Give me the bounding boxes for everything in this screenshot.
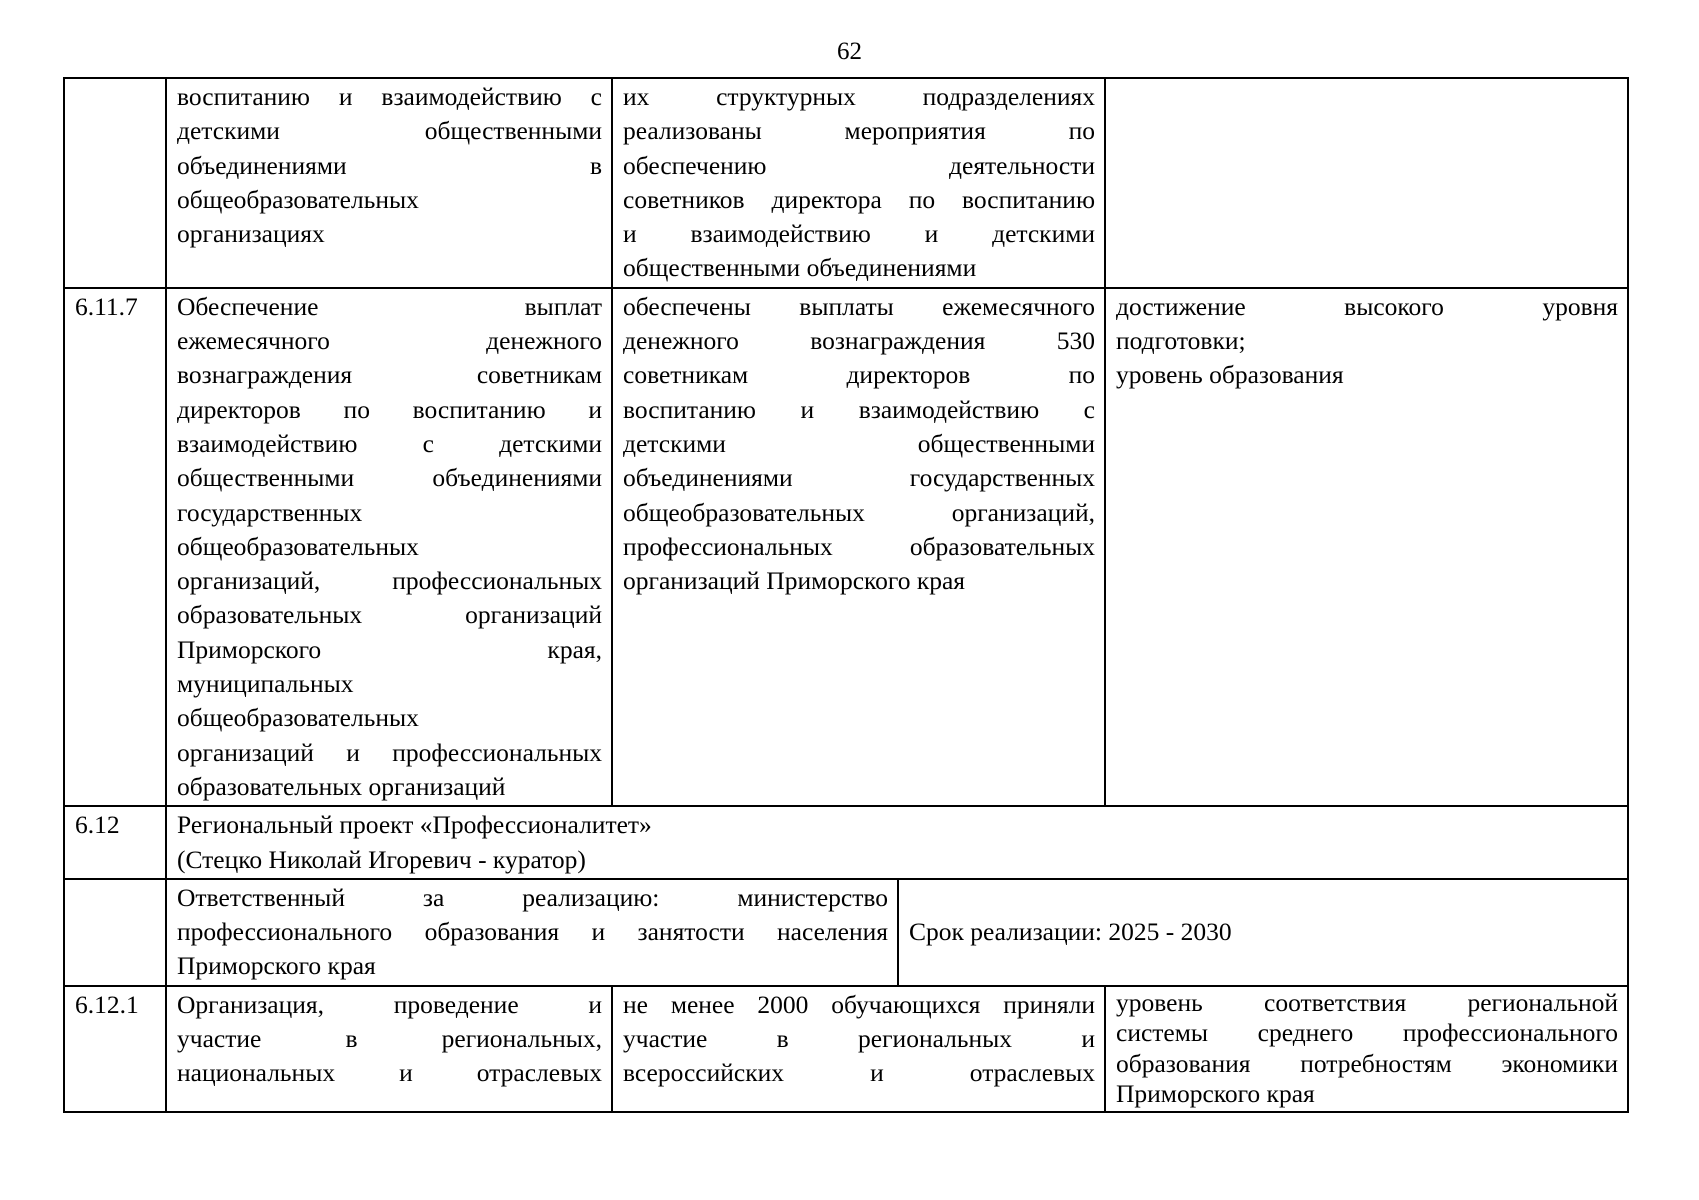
text-line: Приморского края: [177, 951, 376, 981]
text-line: профессиональных образовательных: [623, 531, 1095, 561]
result-cell: [612, 78, 1105, 288]
text-line: советникам директоров по: [623, 360, 1095, 390]
text-line: участие в региональных и: [623, 1024, 1095, 1054]
measure-name-cell: [166, 78, 612, 288]
indicator-cell: [1105, 78, 1628, 288]
text-line: взаимодействию с детскими: [177, 428, 602, 458]
text-line: ежемесячного денежного: [177, 326, 602, 356]
text-line: реализованы мероприятия по: [623, 116, 1095, 146]
text-line: национальных и отраслевых: [177, 1058, 602, 1088]
page-number: 62: [837, 38, 862, 65]
row-number-cell: [64, 78, 166, 288]
text-line: общественными объединениями: [177, 463, 602, 493]
text-line: организаций Приморского края: [623, 566, 966, 596]
text-line: вознаграждения советникам: [177, 360, 602, 390]
responsible-term-table: [167, 880, 1629, 985]
responsible-cell: [167, 880, 898, 985]
text-line: образовательных организаций: [177, 600, 602, 630]
text-line: не менее 2000 обучающихся приняли: [623, 989, 1095, 1019]
text-line: Организация, проведение и: [177, 989, 602, 1019]
text-line: уровень образования: [1116, 360, 1344, 390]
text-line: объединениями государственных: [623, 463, 1095, 493]
table-row-continuation: [64, 78, 1628, 288]
measures-table: [63, 77, 1629, 1113]
text-line: организациях: [177, 219, 325, 249]
responsible-term-cell: [166, 879, 1628, 986]
text-line: уровень соответствия региональной: [1116, 987, 1618, 1017]
text-line: организаций, профессиональных: [177, 566, 602, 596]
text-line: воспитанию и взаимодействию с: [623, 394, 1095, 424]
text-line: их структурных подразделениях: [623, 82, 1095, 111]
text-line: организаций и профессиональных: [177, 737, 602, 767]
measure-name-cell: [166, 288, 612, 806]
text-line: подготовки;: [1116, 326, 1246, 356]
row-number-cell: 6.11.7: [64, 288, 166, 806]
text-line: обеспечению деятельности: [623, 150, 1095, 180]
measure-name-cell: [166, 986, 612, 1112]
table-row-responsible: [64, 879, 1628, 986]
text-line: государственных: [177, 497, 363, 527]
row-number-cell: 6.12: [64, 806, 166, 879]
text-line: детскими общественными: [177, 116, 602, 146]
result-cell: [612, 288, 1105, 806]
text-line: образования потребностям экономики: [1116, 1048, 1618, 1078]
text-line: детскими общественными: [623, 428, 1095, 458]
text-line: общеобразовательных: [177, 531, 419, 561]
text-line: Приморского края: [1116, 1079, 1315, 1109]
result-cell: [612, 986, 1105, 1112]
text-line: участие в региональных,: [177, 1024, 602, 1054]
project-title-cell: [166, 806, 1628, 879]
text-line: денежного вознаграждения 530: [623, 326, 1095, 356]
text-line: образовательных организаций: [177, 771, 506, 801]
text-line: общеобразовательных: [177, 703, 419, 733]
project-title: Региональный проект «Профессионалитет»: [177, 810, 652, 840]
row-number-cell: [64, 879, 166, 986]
text-line: Обеспечение выплат: [177, 291, 602, 321]
text-line: директоров по воспитанию и: [177, 394, 602, 424]
text-line: воспитанию и взаимодействию с: [177, 82, 602, 111]
row-number-cell: 6.12.1: [64, 986, 166, 1112]
text-line: объединениями в: [177, 150, 602, 180]
text-line: достижение высокого уровня: [1116, 291, 1618, 321]
text-line: и взаимодействию и детскими: [623, 219, 1095, 249]
text-line: Приморского края,: [177, 634, 602, 664]
text-line: общеобразовательных организаций,: [623, 497, 1095, 527]
implementation-term: Срок реализации: 2025 - 2030: [909, 917, 1232, 947]
text-line: советников директора по воспитанию: [623, 184, 1095, 214]
table-row-6-12: [64, 806, 1628, 879]
text-line: общественными объединениями: [623, 253, 977, 283]
text-line: всероссийских и отраслевых: [623, 1058, 1095, 1088]
text-line: системы среднего профессионального: [1116, 1018, 1618, 1048]
text-line: обеспечены выплаты ежемесячного: [623, 291, 1095, 321]
text-line: профессионального образования и занятости населения: [177, 917, 888, 947]
text-line: муниципальных: [177, 669, 354, 699]
indicator-cell: [1105, 288, 1628, 806]
table-row-6-12-1: [64, 986, 1628, 1112]
project-curator: (Стецко Николай Игоревич - куратор): [177, 844, 586, 874]
text-line: общеобразовательных: [177, 184, 419, 214]
indicator-cell: [1105, 986, 1628, 1112]
table-row-6-11-7: [64, 288, 1628, 806]
text-line: Ответственный за реализацию: министерство: [177, 882, 888, 912]
term-cell: [898, 880, 1629, 985]
